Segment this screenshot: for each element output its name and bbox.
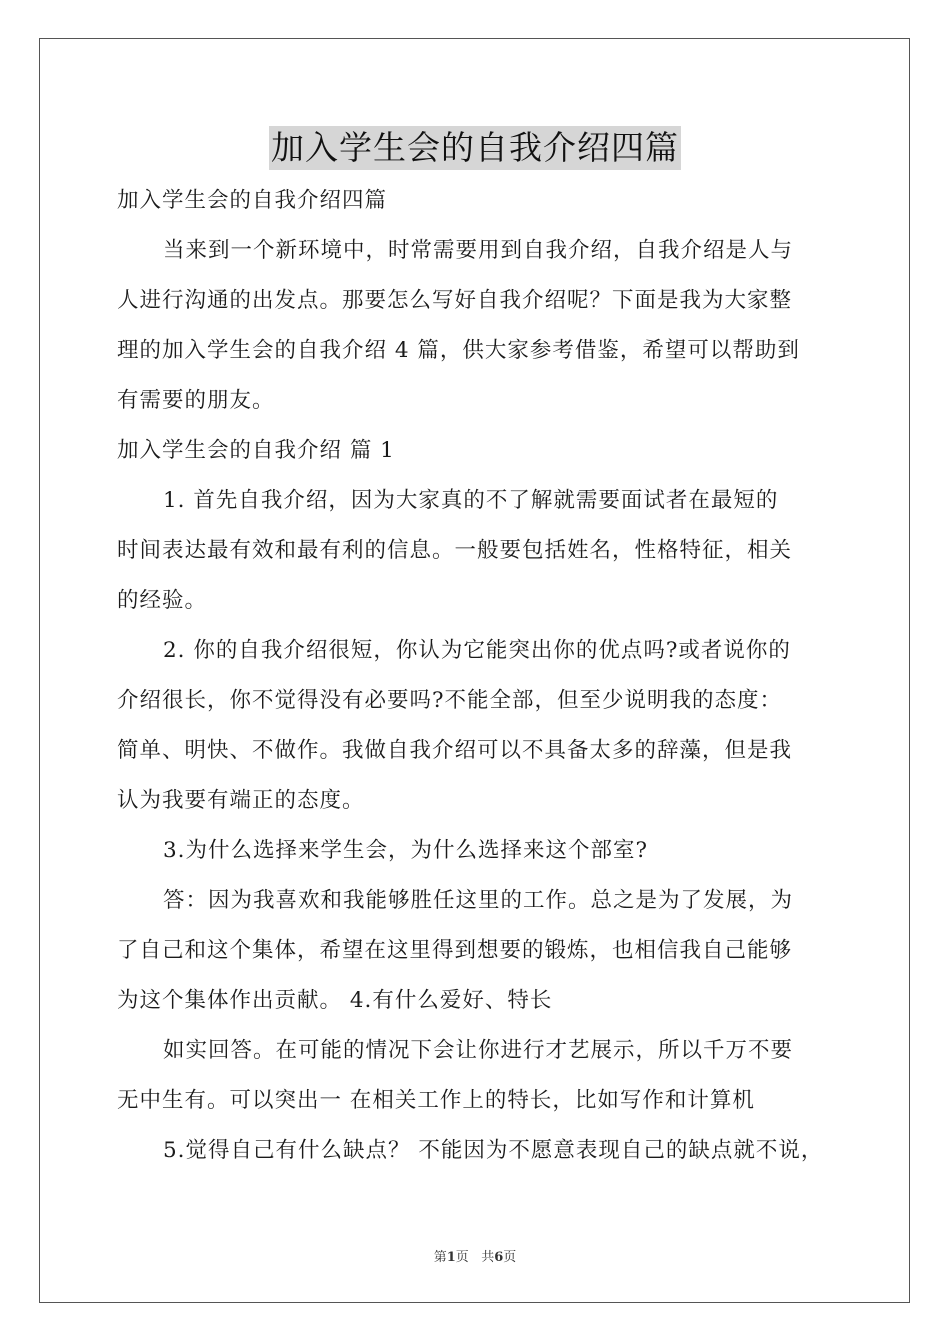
text-line: 1. 首先自我介绍，因为大家真的不了解就需要面试者在最短的: [163, 488, 779, 513]
text-line: 当来到一个新环境中，时常需要用到自我介绍，自我介绍是人与: [163, 238, 794, 263]
text-line: 答：因为我喜欢和我能够胜任这里的工作。总之是为了发展，为: [163, 888, 794, 913]
text-line: 时间表达最有效和最有利的信息。一般要包括姓名，性格特征，相关: [117, 538, 793, 563]
page-label-suffix: 页: [455, 1250, 469, 1265]
page-label-prefix: 第: [433, 1250, 447, 1265]
text-line: 3.为什么选择来学生会，为什么选择来这个部室?: [163, 838, 649, 863]
text-line: 如实回答。在可能的情况下会让你进行才艺展示，所以千万不要: [163, 1038, 794, 1063]
text-line: 认为我要有端正的态度。: [117, 788, 365, 813]
text-line: 有需要的朋友。: [117, 388, 275, 413]
page-footer: [0, 1246, 950, 1265]
text-line: 加入学生会的自我介绍四篇: [117, 188, 388, 213]
title-container: [0, 126, 950, 170]
total-label-prefix: 共: [481, 1250, 495, 1265]
document-title: 加入学生会的自我介绍四篇: [269, 126, 681, 170]
text-line: 无中生有。可以突出一 在相关工作上的特长，比如写作和计算机: [117, 1088, 755, 1113]
text-line: 加入学生会的自我介绍 篇 1: [117, 438, 395, 463]
total-label-suffix: 页: [503, 1250, 517, 1265]
text-line: 介绍很长，你不觉得没有必要吗?不能全部，但至少说明我的态度：: [117, 688, 783, 713]
text-line: 5.觉得自己有什么缺点？ 不能因为不愿意表现自己的缺点就不说，: [163, 1138, 824, 1163]
text-line: 简单、明快、不做作。我做自我介绍可以不具备太多的辞藻，但是我: [117, 738, 793, 763]
page-total: 6: [494, 1250, 504, 1265]
text-line: 理的加入学生会的自我介绍 4 篇，供大家参考借鉴，希望可以帮助到: [117, 338, 800, 363]
text-line: 了自己和这个集体，希望在这里得到想要的锻炼，也相信我自己能够: [117, 938, 793, 963]
document-body: [117, 176, 837, 1176]
text-line: 的经验。: [117, 588, 208, 613]
page-current: 1: [446, 1250, 456, 1265]
text-line: 为这个集体作出贡献。 4.有什么爱好、特长: [117, 988, 553, 1013]
text-line: 人进行沟通的出发点。那要怎么写好自我介绍呢？下面是我为大家整: [117, 288, 793, 313]
text-line: 2. 你的自我介绍很短，你认为它能突出你的优点吗?或者说你的: [163, 638, 791, 663]
